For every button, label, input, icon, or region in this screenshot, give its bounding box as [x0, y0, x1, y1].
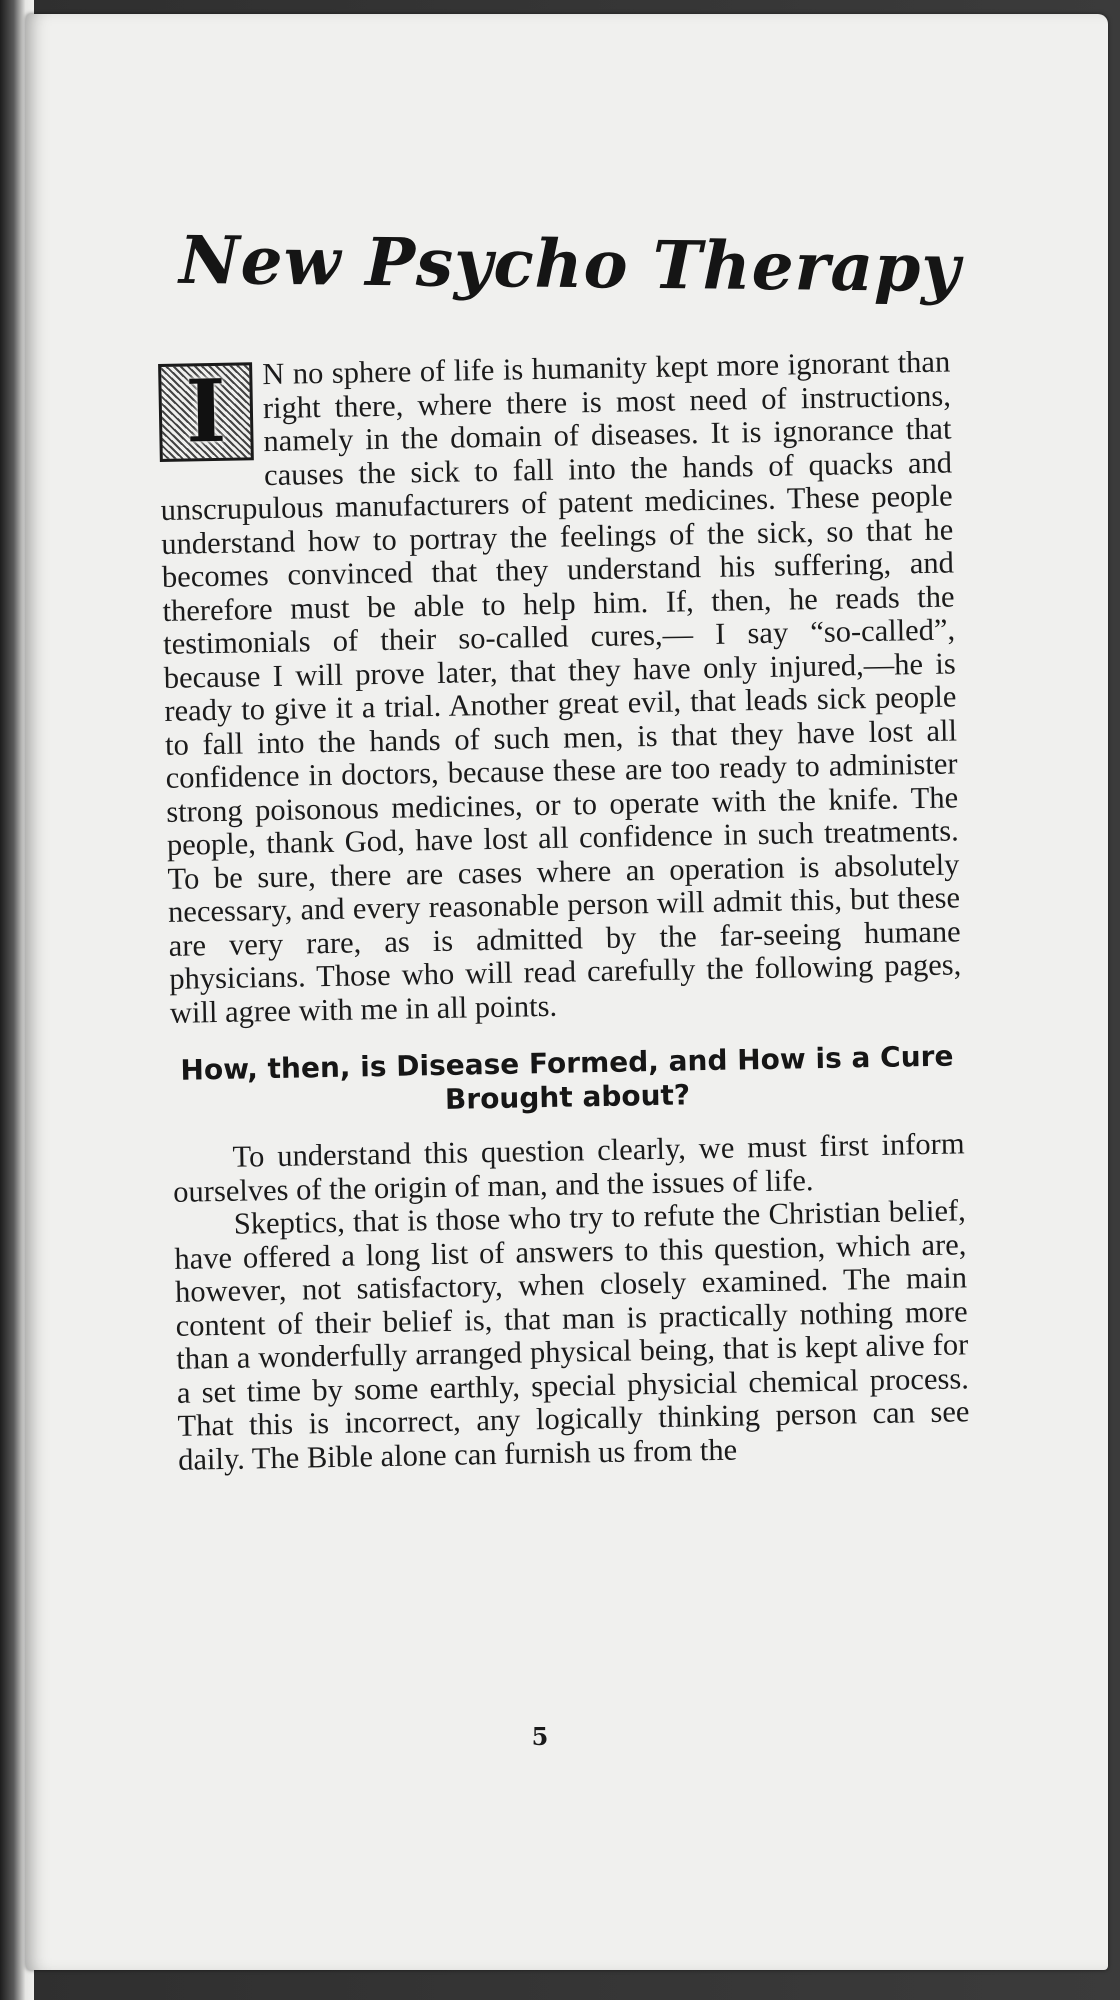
page-title: New Psycho Therapy [178, 220, 962, 308]
page-number: 5 [531, 1722, 549, 1751]
drop-cap-initial: I [158, 362, 254, 462]
intro-paragraph [158, 345, 962, 1029]
body-text [158, 345, 970, 1476]
paragraph-2: Skeptics, that is those who try to refute the Christian belief, have offered a long list of answers to this question, which are, however, not satisfactory, when closely examined. The main content of their belief is, that man is practically nothing more than a wonderfully arranged physical being, that is kept alive for a set time by some earthly, special physicial chemical process. That this is incorrect, any logically thinking person can see daily. The Bible alone can furnish us from the [174, 1193, 970, 1477]
section-heading: How, then, is Disease Formed, and How is a Cure Brought about? [180, 1039, 954, 1116]
intro-text: N no sphere of life is humanity kept more ignorant than right there, where there is most need of instructions, namely in the domain of diseases. It is ignorance that causes the sick to fall into the hands of quacks and unscrupulous manufacturers of patent medicines. These people understand how to portray the feelings of the sick, so that he becomes convinced that they understand his suffering, and therefore must be able to help him. If, then, he reads the testimonials of their so-called cures,— I say “so-called”, because I will prove later, that they have only injured,—he is ready to give it a trial. Another great evil, that leads sick people to fall into the hands of such men, is that they have lost all confidence in doctors, because these are too ready to administer strong poisonous medicines, or to operate with the knife. The people, thank God, have lost all confidence in such treatments. To be sure, there are cases where an operation is absolutely necessary, and every reasonable person will admit this, but these are very rare, as is admitted by the far-seeing humane physicians. Those who will read carefully the following pages, will agree with me in all points. [160, 344, 962, 1030]
paragraph-1: To understand this question clearly, we must first inform ourselves of the origin of man, and the issues of life. [172, 1126, 965, 1209]
